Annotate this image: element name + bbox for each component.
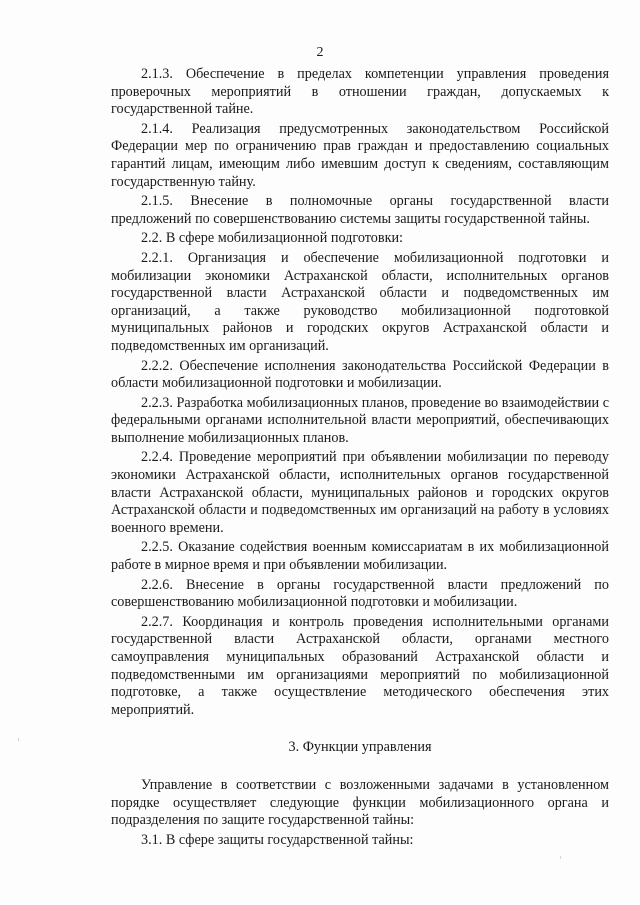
paragraph-3-1: 3.1. В сфере защиты государственной тайны: [141,831,414,848]
page-number: 2 [316,45,324,60]
paragraph-2-1-3: 2.1.3. Обеспечение в пределах компетенции управления проведения проверочных мероприятий в отношении граждан, допускаемых к государственной тайне. [111,66,609,118]
paragraph-2-2-2: 2.2.2. Обеспечение исполнения законодательства Российской Федерации в области мобилизационной подготовки и мобилизации. [111,357,609,392]
paragraph-2-1-5: 2.1.5. Внесение в полномочные органы государственной власти предложений по совершенствованию системы защиты государственной тайны. [111,193,609,227]
scan-corner-mark [560,856,561,859]
paragraph-2-2-1: 2.2.1. Организация и обеспечение мобилизационной подготовки и мобилизации экономики Астраханской области, исполнительных органов государственной власти Астраханской области и подведомственных им организаций, а также руководство мобилизационной подготовкой муниципальных районов и городских округов Астраханской области и подведомственных им организаций. [111,249,609,354]
paragraph-2-2-5: 2.2.5. Оказание содействия военным комиссариатам в их мобилизационной работе в мирное время и при объявлении мобилизации. [111,539,609,574]
document-body [111,66,609,849]
paragraph-2-2-4: 2.2.4. Проведение мероприятий при объявлении мобилизации по переводу экономики Астраханской области, исполнительных органов государственной власти Астраханской области, муниципальных районов и городских округов Астраханской области и подведомственных им организаций на работу в условиях военного времени. [111,449,609,536]
paragraph-2-2: 2.2. В сфере мобилизационной подготовки: [141,230,403,247]
paragraph-2-2-6: 2.2.6. Внесение в органы государственной власти предложений по совершенствованию мобилизационной подготовки и мобилизации. [111,576,609,611]
paragraph-2-2-7: 2.2.7. Координация и контроль проведения исполнительными органами государственной власти Астраханской области, органами местного самоуправления муниципальных образований Астраханской области и подведомственными им организациями мероприятий по мобилизационной подготовке, а также осуществление методического обеспечения этих мероприятий. [111,613,609,718]
paragraph-2-1-4: 2.1.4. Реализация предусмотренных законодательством Российской Федерации мер по ограничению прав граждан и предоставлению социальных гарантий лицам, имеющим либо имевшим доступ к сведениям, составляющим государственную тайну. [111,120,609,190]
paragraph-2-2-3: 2.2.3. Разработка мобилизационных планов, проведение во взаимодействии с федеральными органами исполнительной власти мероприятий, обеспечивающих выполнение мобилизационных планов. [111,394,609,446]
section-heading: 3. Функции управления [288,739,432,756]
scan-margin-mark [18,738,19,741]
paragraph-intro: Управление в соответствии с возложенными задачами в установленном порядке осуществляет следующие функции мобилизационного органа и подразделения по защите государственной тайны: [111,776,609,829]
